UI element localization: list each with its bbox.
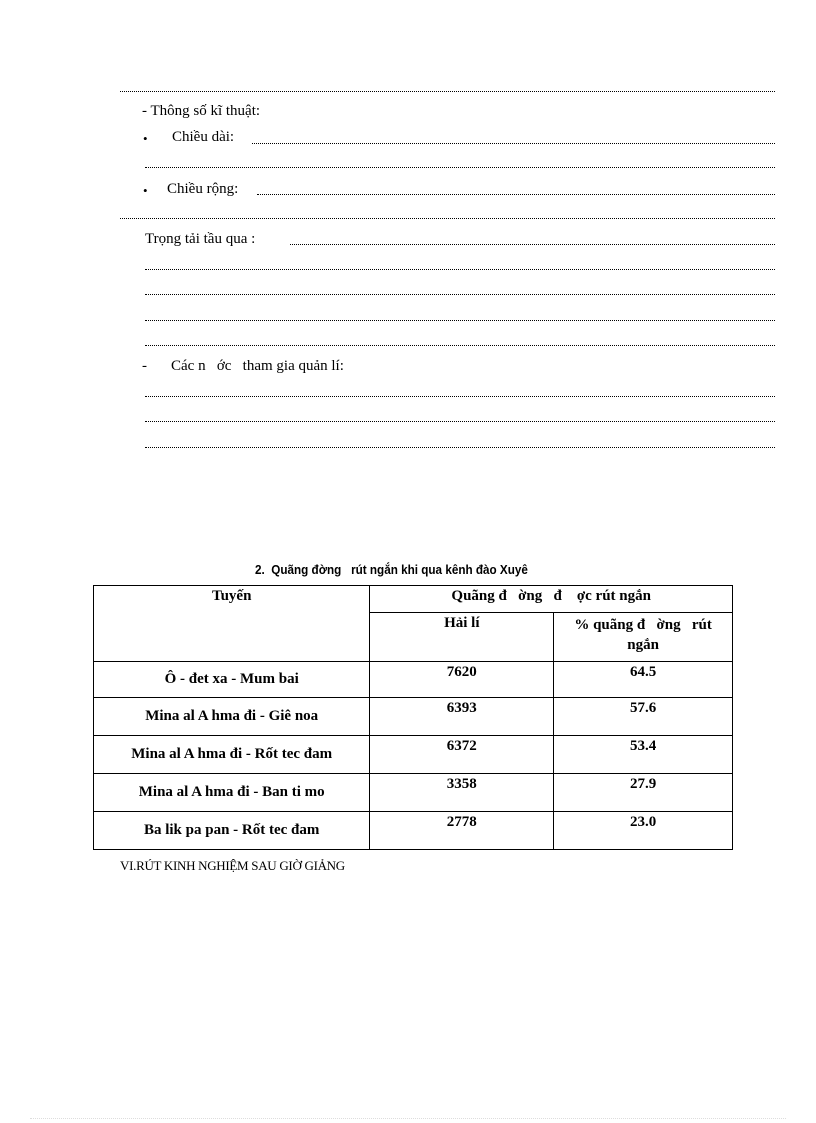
table-row bbox=[94, 662, 733, 698]
fill-line bbox=[252, 142, 775, 144]
miles-cell: 2778 bbox=[370, 812, 554, 850]
route-table bbox=[93, 585, 733, 850]
table-caption: 2. Quãng đờng rút ngắn khi qua kênh đào Xuyê bbox=[255, 562, 528, 577]
fill-line bbox=[145, 166, 775, 168]
route-cell: Mina al A hma đi - Ban ti mo bbox=[94, 774, 370, 812]
percent-cell: 23.0 bbox=[554, 812, 733, 850]
countries-label: Các n ớc tham gia quản lí: bbox=[171, 358, 344, 374]
route-cell: Ba lik pa pan - Rốt tec đam bbox=[94, 812, 370, 850]
table-row bbox=[94, 698, 733, 736]
table-row bbox=[94, 774, 733, 812]
miles-cell: 7620 bbox=[370, 662, 554, 698]
length-label: Chiều dài: bbox=[172, 129, 235, 145]
miles-cell: 6393 bbox=[370, 698, 554, 736]
fill-line bbox=[120, 90, 775, 92]
tonnage-label: Trọng tải tầu qua : bbox=[145, 231, 256, 247]
fill-line bbox=[145, 395, 775, 397]
fill-line bbox=[120, 217, 775, 219]
header-percent: % quãng đ ờng rút ngắn bbox=[554, 613, 733, 662]
bullet-icon: • bbox=[143, 131, 148, 146]
page-bottom-rule bbox=[30, 1118, 786, 1119]
header-distance: Quãng đ ờng đ ợc rút ngắn bbox=[370, 586, 733, 613]
fill-line bbox=[257, 193, 775, 195]
fill-line bbox=[145, 268, 775, 270]
fill-line bbox=[145, 293, 775, 295]
table-row bbox=[94, 736, 733, 774]
fill-line bbox=[290, 243, 775, 245]
fill-line bbox=[145, 446, 775, 448]
route-cell: Mina al A hma đi - Rốt tec đam bbox=[94, 736, 370, 774]
table-header-row bbox=[94, 586, 733, 613]
lesson-review-heading: VI.RÚT KINH NGHIỆM SAU GIỜ GIẢNG bbox=[120, 858, 345, 873]
miles-cell: 3358 bbox=[370, 774, 554, 812]
percent-cell: 53.4 bbox=[554, 736, 733, 774]
tech-spec-label: - Thông số kĩ thuật: bbox=[142, 103, 261, 119]
width-label: Chiều rộng: bbox=[167, 181, 239, 197]
fill-line bbox=[145, 319, 775, 321]
route-cell: Ô - đet xa - Mum bai bbox=[94, 662, 370, 698]
percent-cell: 27.9 bbox=[554, 774, 733, 812]
route-cell: Mina al A hma đi - Giê noa bbox=[94, 698, 370, 736]
bullet-icon: • bbox=[143, 183, 148, 198]
header-route: Tuyến bbox=[94, 586, 370, 662]
percent-cell: 57.6 bbox=[554, 698, 733, 736]
percent-cell: 64.5 bbox=[554, 662, 733, 698]
miles-cell: 6372 bbox=[370, 736, 554, 774]
header-nautical: Hải lí bbox=[370, 613, 554, 662]
fill-line bbox=[145, 344, 775, 346]
fill-line bbox=[145, 420, 775, 422]
dash-marker: - bbox=[142, 358, 147, 374]
table-row bbox=[94, 812, 733, 850]
